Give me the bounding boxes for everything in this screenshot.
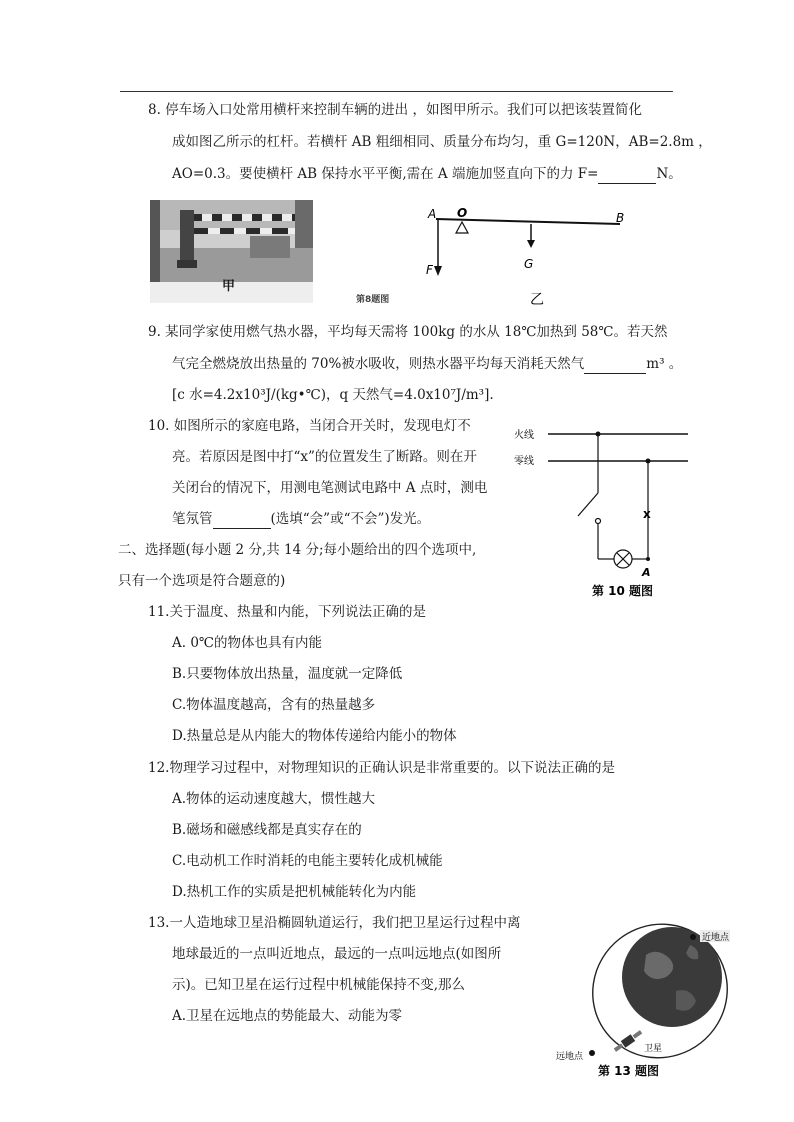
q12-option-d: D.热机工作的实质是把机械能转化为内能 [172, 884, 417, 900]
q13-line2: 地球最近的一点叫近地点，最远的一点叫远地点(如图所 [172, 946, 502, 962]
q13-line1: 13.一人造地球卫星沿椭圆轨道运行，我们把卫星运行过程中离 [148, 915, 521, 931]
switch-blade [578, 493, 598, 516]
header-rule [120, 91, 673, 92]
circuit-diagram [510, 418, 695, 603]
q10-line1: 10. 如图所示的家庭电路，当闭合开关时，发现电灯不 [148, 418, 471, 434]
label-a: A [428, 207, 437, 221]
fulcrum-icon [456, 222, 468, 233]
q8-line2: 成如图乙所示的杠杆。若横杆 AB 粗细相同、质量分布均匀，重 G=120N，AB=2.8m ， [172, 134, 712, 150]
q9-line2-text: 气完全燃烧放出热量的 70%被水吸收，则热水器平均每天消耗天然气 [172, 356, 585, 372]
q8-line3-text: AO=0.3。要使横杆 AB 保持水平平衡,需在 A 端施加竖直向下的力 F= [172, 166, 599, 182]
satellite-icon [613, 1029, 644, 1054]
q9-line1: 9. 某同学家使用燃气热水器，平均每天需将 100kg 的水从 18℃加热到 58℃。若天然 [148, 324, 668, 340]
q10-line4-tail: (选填“会”或“不会”)发光。 [270, 511, 431, 527]
q9-line3: [c 水=4.2x10³J/(kg•℃)，q 天然气=4.0x10⁷J/m³]. [172, 387, 494, 403]
q10-line3: 关闭台的情况下，用测电笔测试电路中 A 点时，测电 [172, 480, 488, 496]
q8-answer-blank [598, 165, 656, 184]
q12-option-b: B.磁场和磁感线都是真实存在的 [172, 822, 362, 838]
satellite-label: 卫星 [644, 1044, 663, 1054]
q10-line4-text: 笔氖管 [172, 511, 213, 527]
q11-option-b: B.只要物体放出热量，温度就一定降低 [172, 666, 403, 682]
point-a-label: A [642, 566, 651, 579]
q9-answer-blank [584, 355, 646, 374]
neutral-wire-label: 零线 [514, 456, 534, 467]
q11-stem: 11.关于温度、热量和内能，下列说法正确的是 [148, 604, 426, 620]
section2-heading-line1: 二、选择题(每小题 2 分,共 14 分;每小题给出的四个选项中, [118, 542, 477, 558]
q9-line2 [172, 355, 682, 374]
q11-option-c: C.物体温度越高，含有的热量越多 [172, 697, 376, 713]
q9-line2-unit: m³ 。 [646, 356, 683, 372]
q8-line3 [172, 165, 682, 184]
perigee-point [690, 934, 696, 940]
label-g: G [524, 257, 534, 271]
q13-figure-caption: 第 13 题图 [598, 1064, 660, 1078]
q13-line3: 示)。已知卫星在运行过程中机械能保持不变,那么 [172, 977, 466, 993]
label-o: O [457, 206, 468, 220]
label-b: B [616, 211, 625, 225]
q8-line3-unit: N。 [656, 166, 682, 182]
q10-line4 [172, 510, 430, 529]
apogee-point [589, 1050, 595, 1056]
q12-option-c: C.电动机工作时消耗的电能主要转化成机械能 [172, 853, 443, 869]
break-mark: x [643, 507, 651, 521]
section2-heading-line2: 只有一个选项是符合题意的) [118, 573, 286, 589]
q13-option-a: A.卫星在远地点的势能最大、动能为零 [172, 1008, 403, 1024]
label-f: F [426, 263, 433, 277]
lever-diagram [420, 200, 640, 310]
fig-yi-label: 乙 [530, 292, 544, 308]
q8-line1: 8. 停车场入口处常用横杆来控制车辆的进出 ，如图甲所示。我们可以把该装置简化 [148, 102, 642, 118]
q10-answer-blank [213, 510, 271, 529]
switch-contact [596, 519, 601, 524]
fire-wire-label: 火线 [514, 430, 534, 441]
parking-barrier-photo [150, 200, 313, 303]
q12-stem: 12.物理学习过程中，对物理知识的正确认识是非常重要的。以下说法正确的是 [148, 760, 615, 776]
satellite-orbit-diagram [550, 915, 735, 1095]
q11-option-d: D.热量总是从内能大的物体传递给内能小的物体 [172, 728, 457, 744]
apogee-label: 远地点 [556, 1052, 584, 1062]
q10-figure-caption: 第 10 题图 [592, 584, 654, 598]
q11-option-a: A. 0℃的物体也具有内能 [172, 635, 323, 651]
q10-line2: 亮。若原因是图中打“x”的位置发生了断路。则在开 [172, 449, 477, 465]
q12-option-a: A.物体的运动速度越大，惯性越大 [172, 791, 376, 807]
fig-jia-label: 甲 [222, 279, 236, 294]
perigee-label: 近地点 [702, 933, 730, 943]
q8-figure-caption: 第8题图 [356, 295, 390, 305]
